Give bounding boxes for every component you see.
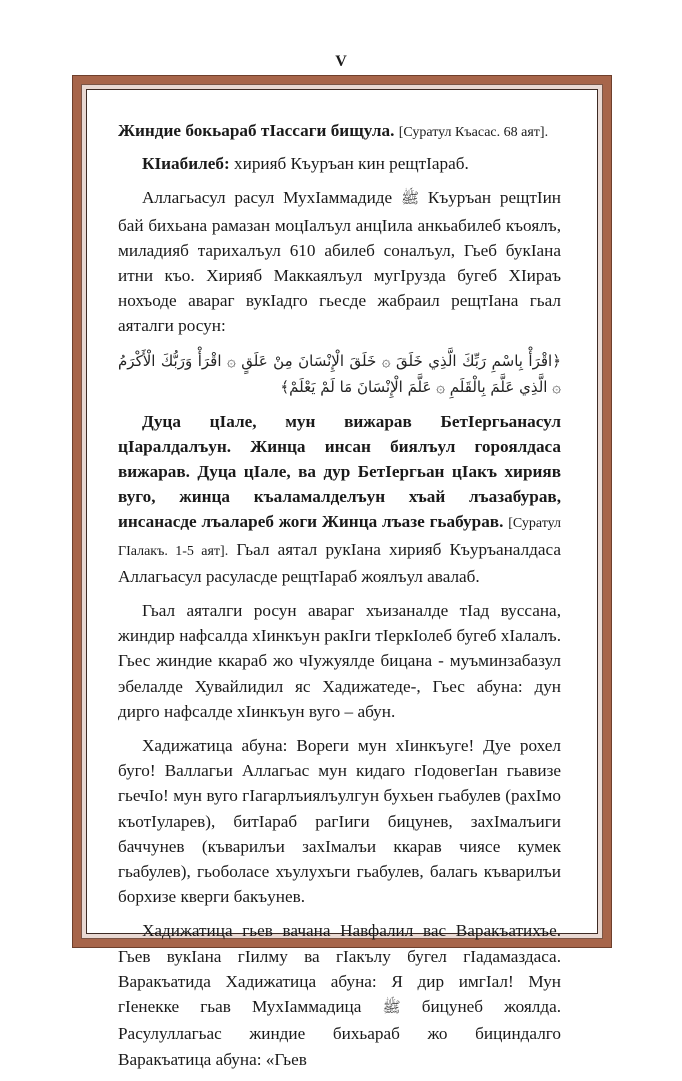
paragraph-5: Гьал аяталги росун авараг хъизаналде тIад вуссана, жиндир нафсалда хIинкъун ракIги тIеркIолеб бугеб хIалалъ. Гьес жиндие ккараб жо чIужуялде бицана - муъминзабазул эбелалде Хувайлидил яс Хадижатеде-, Гьес абуна: дун дирго нафсалде хIинкъун вуго – абун. <box>118 601 561 721</box>
paragraph-2-bold: КIиабилеб: <box>142 154 230 174</box>
paragraph-2-text: хирияб Къуръан кин рещтIараб. <box>234 154 469 174</box>
paragraph-3-text-a: Аллагьасул расул МухIаммадиде <box>142 188 393 208</box>
paragraph-4 <box>118 409 561 589</box>
paragraph-4-text: Гьал аятал рукIана хирияб Къуръаналдаса Аллагьасул расуласде рещтIараб жоялъул авалаб. <box>118 539 561 586</box>
paragraph-1-bold: Жиндие бокьараб тIассаги бищула. <box>118 121 395 140</box>
surah-reference-2: [Суратул ГIалакъ. 1-5 аят]. <box>118 516 562 559</box>
paragraph-1 <box>118 118 561 145</box>
paragraph-4-bold: Дуца цIале, мун вижарав БетIергьанасул цIаралдалъун. Жинца инсан биялъул гороялдаса вижарав. Дуца цIале, ва дур БетIергьан цIакъ хирияв вуго, жинца къаламалделъун хъай лъазабурав, инсанасде лъалареб жоги Жинца лъазе гьабурав. <box>118 411 561 532</box>
surah-reference: [Суратул Къасас. 68 аят]. <box>398 125 549 140</box>
salawat-icon-2: ﷺ <box>382 1000 401 1017</box>
page-number: V <box>335 53 347 70</box>
paragraph-7 <box>118 918 561 1071</box>
paragraph-3 <box>118 185 561 338</box>
paragraph-7-text-a: Хадижатица гьев вачана Навфалил вас Варакъатихъе. Гьев вукIана гIилму ва гIакълу бугел гIадамаздаса. Варакъатида Хадижатица абуна: Я дир имгIал! Мун гIенекке гьав МухIаммадица <box>118 921 561 1017</box>
arabic-verses: ﴿اقْرَأْ بِاسْمِ رَبِّكَ الَّذِي خَلَقَ ۞ خَلَقَ الْإِنْسَانَ مِنْ عَلَقٍ ۞ اقْرَأْ وَرَبُّكَ الْأَكْرَمُ ۞ الَّذِي عَلَّمَ بِالْقَلَمِ ۞ عَلَّمَ الْإِنْسَانَ مَا لَمْ يَعْلَمْ﴾ <box>118 351 561 396</box>
paragraph-6: Хадижатица абуна: Вореги мун хIинкъуге! Дуе рохел буго! Валлагьи Аллагьас мун кидаго гIодовегIан гьавизе гьечIо! мун вуго гIагарлъиялъулгун бухьен гьабулев (рахIмо къотIуларев), битIараб рагIиги бицунев, захIмалъиги баччунев (къварилъи захIмалъи ккарав чиясе кумек гьабулев), гьоболасе хъулухъги гьабулев, балагь къварилъи борхизе кверги бакъунев. <box>118 736 561 907</box>
salawat-icon: ﷺ <box>400 191 420 208</box>
paragraph-3-text-b: Къуръан рещтIин бай бихьана рамазан моцIалъул анцIила анкьабилеб къоялъ, миладияб тарихалъул 610 абилеб соналъул, Гьеб букIана итни къо. Хирияб Маккаялъул мугIрузда бугеб ХIираъ нохъоде авараг вукIадго гьесде жабраил рещтIана гьал аяталги росун: <box>118 188 561 336</box>
paragraph-7-text-b: бицунеб жоялда. Расулуллагьас жиндие бихьараб жо бициндалго Варакъатица абуна: «Гьев <box>118 997 562 1069</box>
page-content <box>118 118 561 1081</box>
paragraph-2 <box>118 151 561 176</box>
